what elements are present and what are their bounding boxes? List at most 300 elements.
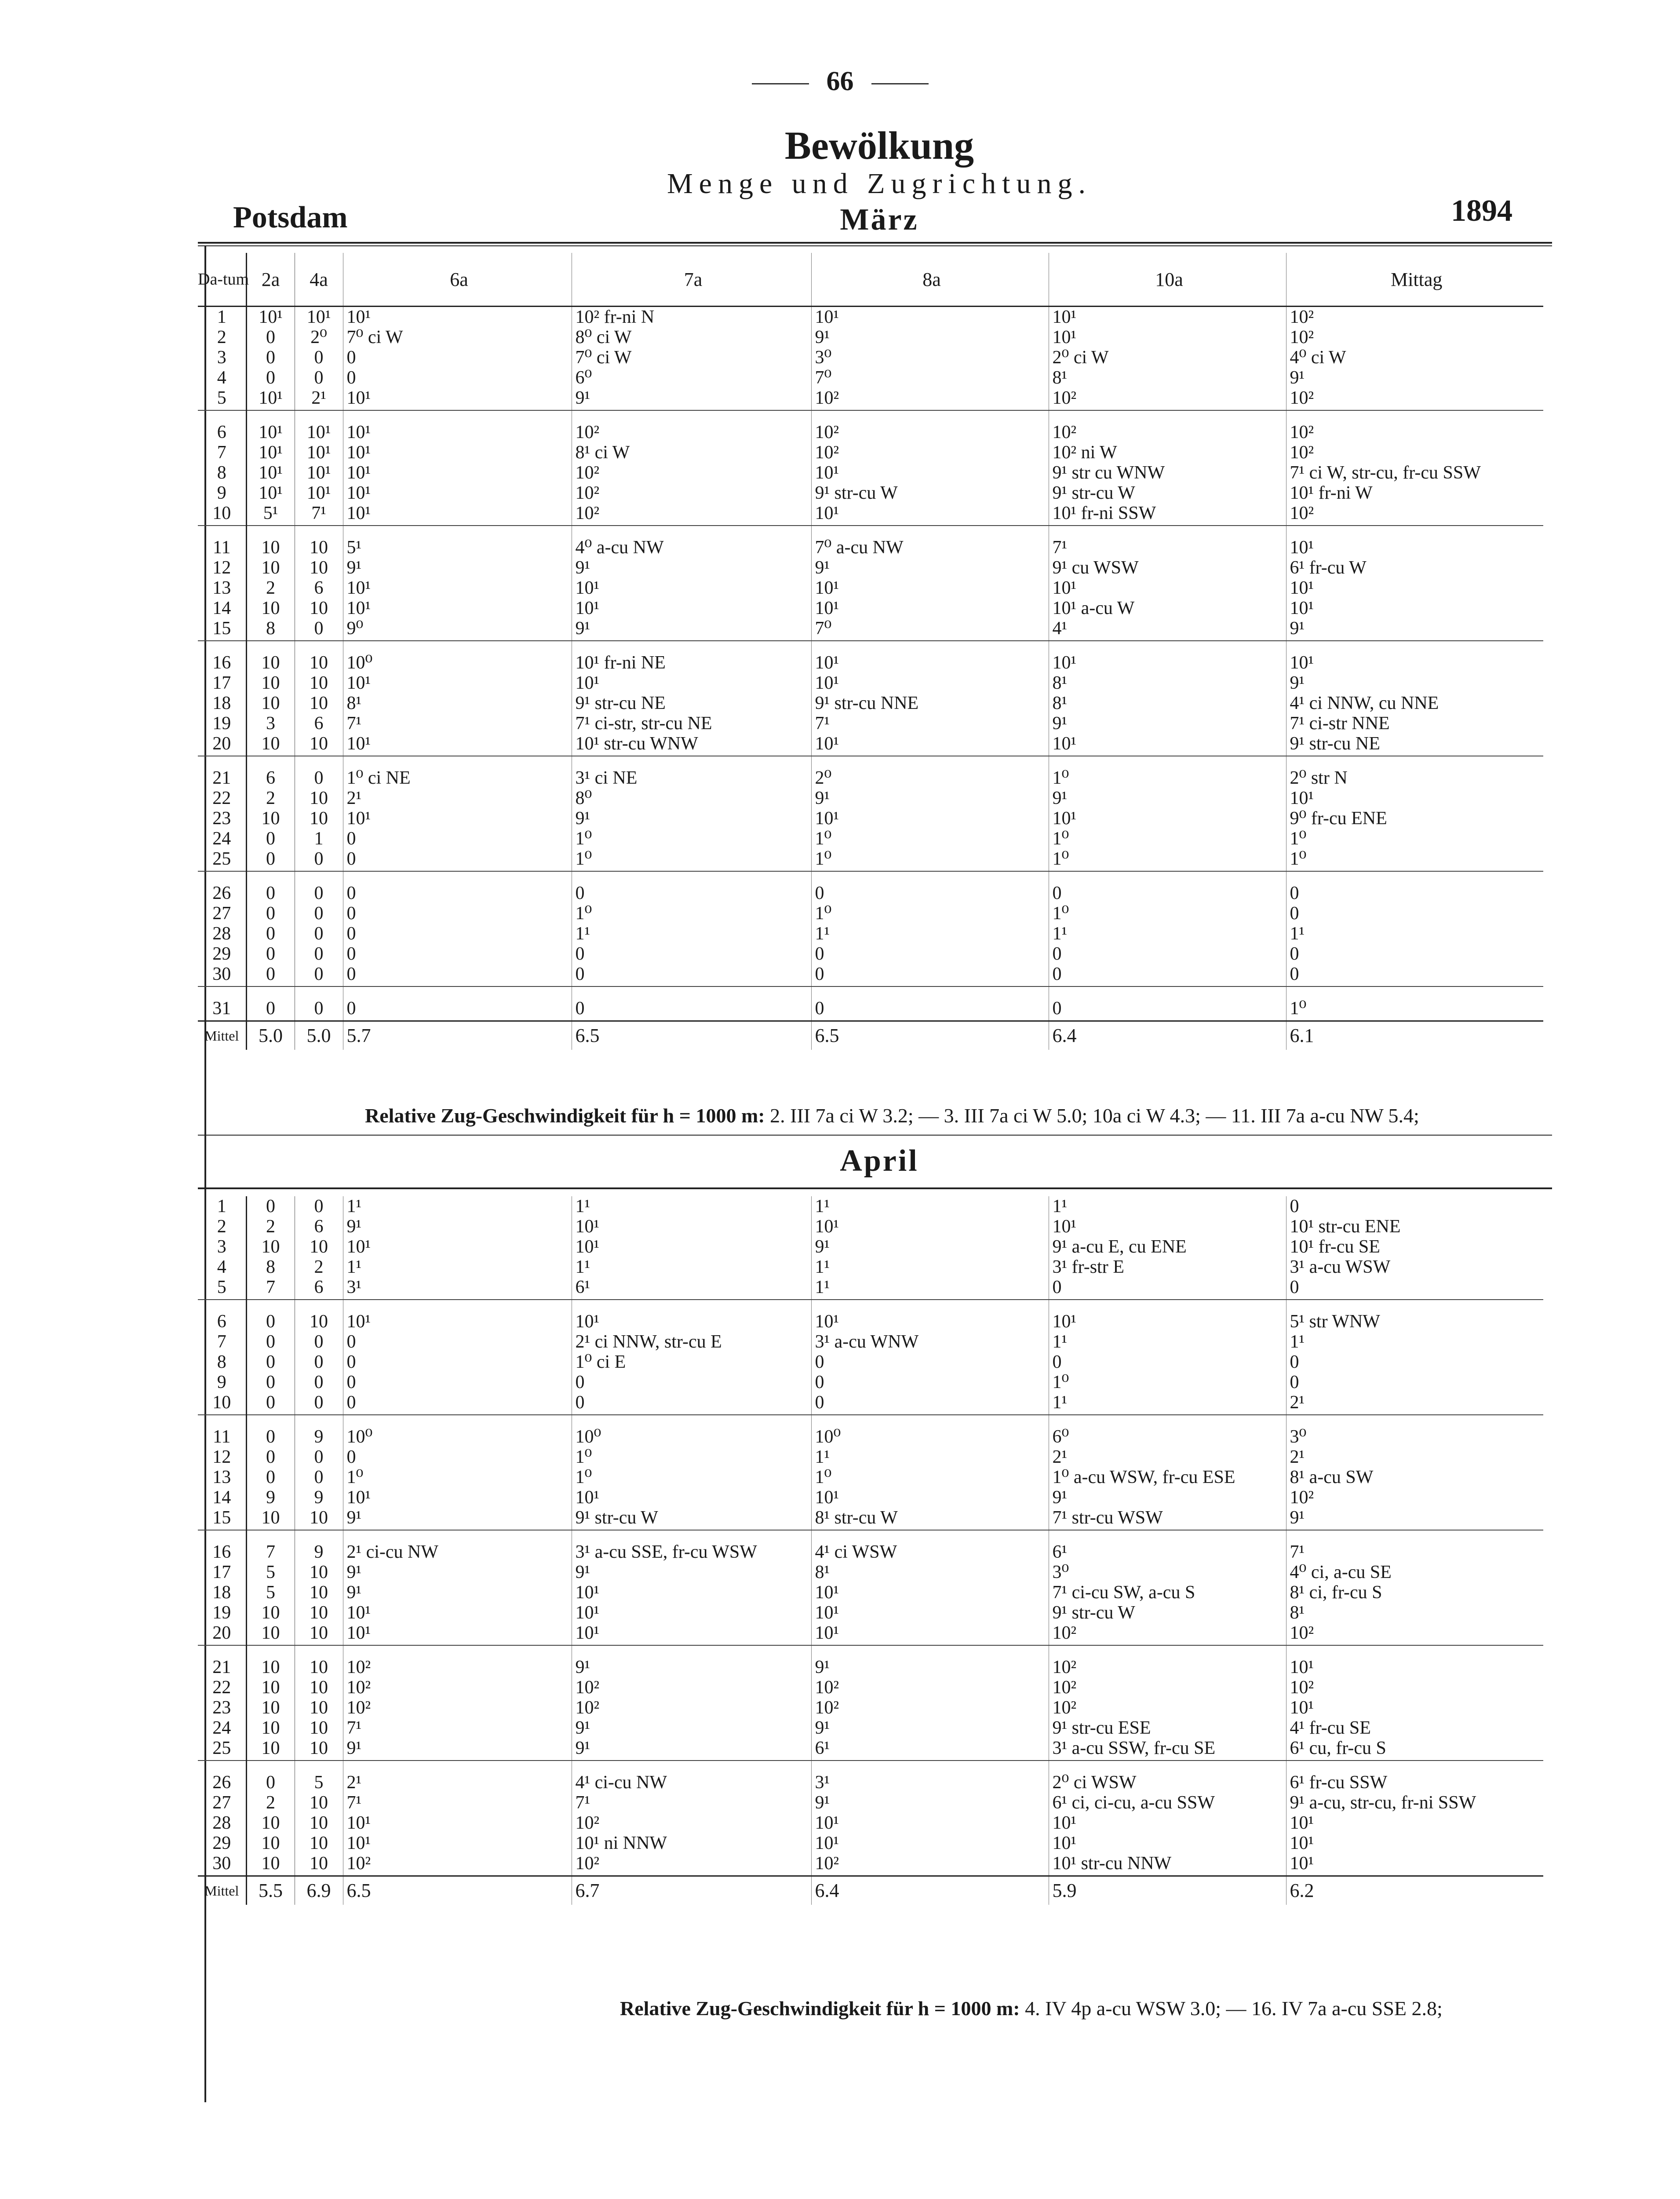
group-spacer — [198, 526, 1543, 537]
cell-4a: 1 — [295, 829, 343, 849]
spacer-cell — [572, 1530, 811, 1542]
cell-datum: 12 — [198, 1447, 246, 1467]
cell-7a: 7⁰ ci W — [572, 347, 811, 368]
table-row — [198, 1352, 1543, 1372]
cell-4a: 10 — [295, 1853, 343, 1876]
group-spacer — [198, 1761, 1543, 1772]
spacer-cell — [295, 410, 343, 422]
page-subtitle: Menge und Zugrichtung. — [667, 168, 1092, 200]
cell-2a: 2 — [266, 788, 275, 808]
cell-2a: 2 — [266, 578, 275, 598]
cell-2a: 8 — [266, 1257, 275, 1277]
cell-mittag: 4¹ ci NNW, cu NNE — [1286, 693, 1543, 713]
spacer-cell — [1049, 986, 1286, 998]
cell-8a: 10² — [811, 442, 1049, 463]
cell-8a: 7⁰ — [811, 368, 1049, 388]
cell-4a: 10 — [295, 1677, 343, 1698]
spacer-cell — [811, 1530, 1049, 1542]
cell-datum: 18 — [198, 693, 246, 713]
spacer-cell — [198, 1300, 246, 1311]
cell-8a: 1¹ — [811, 1447, 1049, 1467]
spacer-cell — [1286, 1300, 1543, 1311]
cell-2a: 10 — [261, 673, 280, 693]
cell-datum: 24 — [198, 829, 246, 849]
cell-2a: 10 — [246, 1508, 295, 1530]
spacer-cell — [343, 1530, 572, 1542]
cell-7a: 9¹ — [572, 1738, 811, 1761]
spacer-cell — [811, 526, 1049, 537]
mean-mittag: 6.2 — [1286, 1876, 1543, 1905]
table-row — [198, 1657, 1543, 1677]
header-row — [198, 253, 1543, 307]
cell-10a: 9¹ a-cu E, cu ENE — [1049, 1237, 1286, 1257]
cell-7a: 9¹ — [572, 1718, 811, 1738]
cell-7a: 0 — [572, 883, 811, 903]
note-maerz-values: 2. III 7a ci W 3.2; — 3. III 7a ci W 5.0; 10a ci W 4.3; — 11. III 7a a-cu NW 5.4; — [770, 1104, 1419, 1127]
cell-4a: 10 — [295, 673, 343, 693]
cell-datum: 17 — [198, 673, 246, 693]
cell-7a: 1¹ — [572, 1257, 811, 1277]
group-spacer — [198, 986, 1543, 998]
cell-datum: 30 — [198, 964, 246, 986]
cell-datum: 8 — [198, 463, 246, 483]
spacer-cell — [572, 526, 811, 537]
mid-rule — [198, 1135, 1552, 1136]
spacer-cell — [343, 1415, 572, 1427]
cell-10a: 1¹ — [1049, 1332, 1286, 1352]
cell-datum: 14 — [198, 1487, 246, 1508]
cell-4a: 10 — [295, 1508, 343, 1530]
cell-4a: 0 — [295, 998, 343, 1021]
cell-2a: 0 — [266, 347, 275, 368]
cell-10a: 2⁰ ci WSW — [1049, 1772, 1286, 1793]
table-row — [198, 1562, 1543, 1582]
table-row — [198, 1487, 1543, 1508]
cell-8a: 10¹ — [811, 1311, 1049, 1332]
cell-datum: 29 — [198, 1833, 246, 1853]
table-maerz-body — [198, 307, 1543, 1050]
spacer-cell — [343, 871, 572, 883]
cell-6a: 1¹ — [343, 1257, 572, 1277]
cell-6a: 10¹ — [343, 1311, 572, 1332]
mean-8a: 6.4 — [811, 1876, 1049, 1905]
cell-10a: 9¹ str-cu W — [1049, 1603, 1286, 1623]
cell-8a: 10² — [811, 1853, 1049, 1876]
spacer-cell — [572, 1415, 811, 1427]
cell-2a: 0 — [266, 327, 275, 347]
cell-10a: 10¹ — [1049, 307, 1286, 328]
cell-mittag: 10¹ — [1286, 653, 1543, 673]
cell-7a: 10² — [572, 483, 811, 503]
header-10a: 10a — [1049, 253, 1286, 307]
cell-8a: 3¹ a-cu WNW — [811, 1332, 1049, 1352]
cell-6a: 0 — [343, 998, 572, 1021]
table-row — [198, 1216, 1543, 1237]
cell-10a: 1⁰ — [1049, 903, 1286, 924]
cell-2a: 10¹ — [259, 483, 283, 503]
cell-datum: 20 — [198, 1623, 246, 1645]
cell-datum: 26 — [198, 1772, 246, 1793]
cell-6a: 2¹ — [343, 1772, 572, 1793]
cell-datum: 10 — [198, 1392, 246, 1415]
cell-7a: 10¹ — [572, 598, 811, 618]
top-rule-thin — [198, 245, 1552, 246]
cell-datum: 2 — [198, 1216, 246, 1237]
table-row — [198, 903, 1543, 924]
table-row — [198, 788, 1543, 808]
cell-4a: 10 — [295, 1657, 343, 1677]
cell-7a: 10¹ str-cu WNW — [572, 734, 811, 756]
cell-7a: 8⁰ — [572, 788, 811, 808]
cell-10a: 1⁰ — [1049, 829, 1286, 849]
cell-4a: 10 — [295, 1582, 343, 1603]
spacer-cell — [246, 756, 295, 768]
cell-6a: 0 — [343, 964, 572, 986]
cell-datum: 28 — [198, 924, 246, 944]
table-maerz — [198, 253, 1543, 1050]
spacer-cell — [246, 1530, 295, 1542]
table-row — [198, 1196, 1543, 1216]
mean-6a: 6.5 — [343, 1876, 572, 1905]
table-row — [198, 1833, 1543, 1853]
cell-datum: 25 — [198, 1738, 246, 1761]
cell-mittag: 0 — [1286, 883, 1543, 903]
cell-2a: 0 — [266, 1772, 275, 1793]
cell-7a: 8¹ ci W — [572, 442, 811, 463]
cell-10a: 9¹ str-cu ESE — [1049, 1718, 1286, 1738]
cell-6a: 0 — [343, 944, 572, 964]
table-row — [198, 1738, 1543, 1761]
cell-8a: 9¹ — [811, 1657, 1049, 1677]
cell-datum: 4 — [198, 1257, 246, 1277]
table-row — [198, 768, 1543, 788]
spacer-cell — [1049, 871, 1286, 883]
cell-4a: 10 — [295, 788, 343, 808]
cell-7a: 0 — [572, 964, 811, 986]
spacer-cell — [572, 871, 811, 883]
cell-6a: 10¹ — [343, 808, 572, 829]
cell-10a: 0 — [1049, 998, 1286, 1021]
cell-4a: 6 — [295, 578, 343, 598]
cell-mittag: 9¹ — [1286, 1508, 1543, 1530]
cell-2a: 10¹ — [259, 422, 283, 442]
spacer-cell — [572, 1645, 811, 1657]
mean-7a: 6.5 — [572, 1021, 811, 1050]
cell-10a: 10¹ str-cu NNW — [1049, 1853, 1286, 1876]
cell-10a: 9¹ cu WSW — [1049, 558, 1286, 578]
cell-8a: 10¹ — [811, 598, 1049, 618]
cell-2a: 10¹ — [259, 442, 283, 463]
spacer-cell — [1049, 641, 1286, 653]
spacer-cell — [1049, 1530, 1286, 1542]
table-row — [198, 1718, 1543, 1738]
spacer-cell — [295, 871, 343, 883]
cell-6a: 10² — [343, 1677, 572, 1698]
cell-8a: 0 — [811, 1352, 1049, 1372]
cell-mittag: 10² — [1286, 327, 1543, 347]
cell-8a: 0 — [811, 944, 1049, 964]
cell-4a: 7¹ — [295, 503, 343, 526]
spacer-cell — [1286, 410, 1543, 422]
cell-10a: 3¹ fr-str E — [1049, 1257, 1286, 1277]
cell-8a: 7⁰ a-cu NW — [811, 537, 1049, 558]
cell-mittag: 9¹ — [1286, 368, 1543, 388]
cell-6a: 0 — [343, 924, 572, 944]
spacer-cell — [343, 1761, 572, 1772]
cell-4a: 10 — [295, 693, 343, 713]
cell-4a: 10 — [295, 1738, 343, 1761]
cell-mittag: 1¹ — [1286, 1332, 1543, 1352]
spacer-cell — [811, 986, 1049, 998]
cell-mittag: 7¹ — [1286, 1542, 1543, 1562]
cell-4a: 10 — [295, 653, 343, 673]
cell-4a: 10¹ — [295, 483, 343, 503]
cell-6a: 10¹ — [343, 1237, 572, 1257]
cell-4a: 10 — [295, 598, 343, 618]
note-maerz — [365, 1104, 1419, 1127]
spacer-cell — [198, 756, 246, 768]
cell-4a: 6 — [295, 1216, 343, 1237]
cell-6a: 0 — [343, 1392, 572, 1415]
mean-datum: Mittel — [198, 1876, 246, 1905]
table-row — [198, 388, 1543, 410]
spacer-cell — [246, 986, 295, 998]
cell-10a: 10² — [1049, 1657, 1286, 1677]
cell-7a: 0 — [572, 944, 811, 964]
table-row — [198, 1623, 1543, 1645]
cell-4a: 5 — [295, 1772, 343, 1793]
cell-7a: 10² — [572, 1813, 811, 1833]
page-number-dash-right — [871, 83, 929, 84]
cell-10a: 0 — [1049, 964, 1286, 986]
cell-6a: 0 — [343, 883, 572, 903]
cell-7a: 7¹ — [572, 1793, 811, 1813]
cell-10a: 10² — [1049, 1623, 1286, 1645]
cell-mittag: 0 — [1286, 1196, 1543, 1216]
cell-10a: 0 — [1049, 944, 1286, 964]
cell-2a: 7 — [266, 1542, 275, 1562]
cell-8a: 9¹ — [811, 1718, 1049, 1738]
cell-datum: 6 — [198, 1311, 246, 1332]
table-row — [198, 1332, 1543, 1352]
cell-datum: 21 — [198, 1657, 246, 1677]
cell-mittag: 1¹ — [1286, 924, 1543, 944]
cell-7a: 10² — [572, 1853, 811, 1876]
cell-6a: 10¹ — [343, 442, 572, 463]
cell-4a: 10 — [295, 1698, 343, 1718]
table-row — [198, 442, 1543, 463]
cell-mittag: 3¹ a-cu WSW — [1286, 1257, 1543, 1277]
cell-8a: 0 — [811, 1392, 1049, 1415]
cell-4a: 0 — [295, 768, 343, 788]
table-row — [198, 693, 1543, 713]
cell-8a: 9¹ — [811, 1237, 1049, 1257]
cell-6a: 10¹ — [343, 598, 572, 618]
cell-6a: 10¹ — [343, 463, 572, 483]
cell-7a: 1⁰ — [572, 849, 811, 871]
cell-4a: 0 — [295, 1332, 343, 1352]
cell-10a: 2¹ — [1049, 1447, 1286, 1467]
spacer-cell — [1049, 1645, 1286, 1657]
cell-datum: 12 — [198, 558, 246, 578]
group-spacer — [198, 641, 1543, 653]
cell-mittag: 0 — [1286, 903, 1543, 924]
month-heading-maerz: März — [840, 203, 919, 237]
header-2a: 2a — [246, 253, 295, 307]
cell-6a: 10¹ — [343, 578, 572, 598]
cell-8a: 10² — [811, 1698, 1049, 1718]
spacer-cell — [343, 410, 572, 422]
note-maerz-label: Relative Zug-Geschwindigkeit für h = 1000 m: — [365, 1104, 765, 1127]
mean-row — [198, 1876, 1543, 1905]
cell-datum: 15 — [198, 1508, 246, 1530]
cell-8a: 9¹ str-cu W — [811, 483, 1049, 503]
spacer-cell — [343, 526, 572, 537]
cell-8a: 10² — [811, 1677, 1049, 1698]
cell-10a: 9¹ str-cu W — [1049, 483, 1286, 503]
cell-8a: 7⁰ — [811, 618, 1049, 641]
group-spacer — [198, 410, 1543, 422]
spacer-cell — [1286, 756, 1543, 768]
cell-7a: 9¹ — [572, 1562, 811, 1582]
cell-7a: 10² — [572, 463, 811, 483]
spacer-cell — [295, 756, 343, 768]
cell-datum: 7 — [198, 442, 246, 463]
spacer-cell — [295, 986, 343, 998]
cell-8a: 6¹ — [811, 1738, 1049, 1761]
cell-datum: 22 — [198, 788, 246, 808]
cell-datum: 24 — [198, 1718, 246, 1738]
cell-8a: 0 — [811, 1372, 1049, 1392]
cell-7a: 6¹ — [572, 1277, 811, 1300]
table-row — [198, 483, 1543, 503]
cell-datum: 9 — [198, 1372, 246, 1392]
cell-6a: 1¹ — [343, 1196, 572, 1216]
cell-2a: 0 — [266, 368, 275, 388]
cell-7a: 4⁰ a-cu NW — [572, 537, 811, 558]
cell-4a: 10¹ — [295, 463, 343, 483]
mean-10a: 6.4 — [1049, 1021, 1286, 1050]
spacer-cell — [811, 641, 1049, 653]
cell-8a: 2⁰ — [811, 768, 1049, 788]
mean-6a: 5.7 — [343, 1021, 572, 1050]
table-row — [198, 1793, 1543, 1813]
cell-4a: 0 — [295, 1372, 343, 1392]
cell-mittag: 5¹ str WNW — [1286, 1311, 1543, 1332]
cell-8a: 10¹ — [811, 1623, 1049, 1645]
cell-mittag: 3⁰ — [1286, 1427, 1543, 1447]
cell-7a: 10¹ — [572, 1582, 811, 1603]
cell-4a: 6 — [295, 713, 343, 734]
cell-6a: 0 — [343, 347, 572, 368]
year-label: 1894 — [1451, 194, 1512, 228]
table-april — [198, 1196, 1543, 1905]
cell-4a: 0 — [295, 1196, 343, 1216]
spacer-cell — [1286, 1761, 1543, 1772]
spacer-cell — [1049, 1761, 1286, 1772]
cell-7a: 9¹ — [572, 618, 811, 641]
spacer-cell — [295, 1415, 343, 1427]
cell-datum: 26 — [198, 883, 246, 903]
cell-mittag: 4⁰ ci, a-cu SE — [1286, 1562, 1543, 1582]
cell-2a: 10¹ — [246, 388, 295, 410]
mean-8a: 6.5 — [811, 1021, 1049, 1050]
cell-7a: 6⁰ — [572, 368, 811, 388]
cell-10a: 10¹ — [1049, 1311, 1286, 1332]
cell-2a: 0 — [246, 998, 295, 1021]
spacer-cell — [246, 1761, 295, 1772]
cell-7a: 10⁰ — [572, 1427, 811, 1447]
spacer-cell — [295, 1300, 343, 1311]
cell-mittag: 10¹ — [1286, 578, 1543, 598]
cell-6a: 9¹ — [343, 1216, 572, 1237]
cell-mittag: 0 — [1286, 1277, 1543, 1300]
cell-2a: 0 — [246, 964, 295, 986]
cell-mittag: 10² — [1286, 442, 1543, 463]
cell-8a: 1⁰ — [811, 903, 1049, 924]
cell-datum: 22 — [198, 1677, 246, 1698]
cell-datum: 4 — [198, 368, 246, 388]
table-row — [198, 368, 1543, 388]
cell-6a: 10¹ — [343, 388, 572, 410]
cell-4a: 2 — [295, 1257, 343, 1277]
table-row — [198, 944, 1543, 964]
table-row — [198, 1372, 1543, 1392]
cell-8a: 9¹ — [811, 788, 1049, 808]
cell-datum: 11 — [198, 537, 246, 558]
cell-7a: 10¹ — [572, 1603, 811, 1623]
cell-8a: 10¹ — [811, 1582, 1049, 1603]
cell-2a: 0 — [266, 829, 275, 849]
table-row — [198, 964, 1543, 986]
cell-7a: 3¹ ci NE — [572, 768, 811, 788]
cell-10a: 10¹ a-cu W — [1049, 598, 1286, 618]
cell-4a: 9 — [295, 1487, 343, 1508]
cell-8a: 10¹ — [811, 1833, 1049, 1853]
group-spacer — [198, 871, 1543, 883]
cell-10a: 0 — [1049, 1352, 1286, 1372]
spacer-cell — [572, 1761, 811, 1772]
cell-7a: 7¹ ci-str, str-cu NE — [572, 713, 811, 734]
cell-datum: 23 — [198, 1698, 246, 1718]
cell-4a: 10 — [295, 1311, 343, 1332]
mean-row — [198, 1021, 1543, 1050]
cell-mittag: 10² — [1286, 1677, 1543, 1698]
table-row — [198, 1853, 1543, 1876]
cell-2a: 0 — [246, 1392, 295, 1415]
cell-4a: 0 — [295, 924, 343, 944]
cell-mittag: 10¹ fr-cu SE — [1286, 1237, 1543, 1257]
spacer-cell — [198, 1761, 246, 1772]
cell-10a: 1¹ — [1049, 1196, 1286, 1216]
cell-8a: 10¹ — [811, 808, 1049, 829]
cell-8a: 1⁰ — [811, 1467, 1049, 1487]
cell-mittag: 4¹ fr-cu SE — [1286, 1718, 1543, 1738]
cell-10a: 1⁰ — [1049, 849, 1286, 871]
cell-8a: 1¹ — [811, 1257, 1049, 1277]
cell-2a: 0 — [266, 1196, 275, 1216]
table-row — [198, 327, 1543, 347]
cell-mittag: 4⁰ ci W — [1286, 347, 1543, 368]
cell-datum: 29 — [198, 944, 246, 964]
cell-4a: 0 — [295, 1392, 343, 1415]
cell-7a: 9¹ str-cu NE — [572, 693, 811, 713]
spacer-cell — [198, 1530, 246, 1542]
cell-4a: 9 — [295, 1427, 343, 1447]
cell-8a: 1¹ — [811, 1277, 1049, 1300]
table-row — [198, 347, 1543, 368]
cell-7a: 8⁰ ci W — [572, 327, 811, 347]
